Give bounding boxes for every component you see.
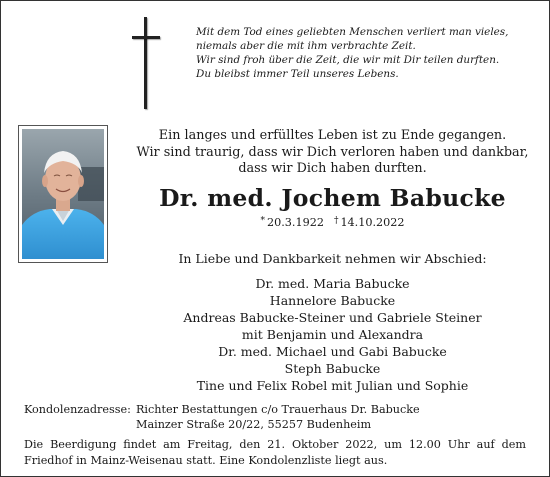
intro-line: Wir sind traurig, dass wir Dich verloren haben und dankbar, (136, 144, 529, 160)
intro-line: Ein langes und erfülltes Leben ist zu Ende gegangen. (158, 128, 507, 143)
condolence-address (24, 402, 420, 432)
funeral-notice (24, 437, 526, 468)
poem-line: Du bleibst immer Teil unseres Lebens. (196, 68, 399, 80)
portrait-image (22, 129, 104, 259)
farewell-lead: In Liebe und Dankbarkeit nehmen wir Abschied: (178, 251, 487, 266)
death-symbol: † (333, 216, 339, 226)
mourner-line: Steph Babucke (284, 361, 381, 376)
mourner-line: Dr. med. Michael und Gabi Babucke (218, 344, 447, 359)
intro-text (120, 128, 545, 178)
birth-date: 20.3.1922 (267, 216, 324, 229)
mourner-line: Hannelore Babucke (269, 293, 396, 308)
portrait-photo (18, 125, 108, 263)
condolence-line2: Mainzer Straße 20/22, 55257 Budenheim (136, 418, 372, 431)
birth-symbol: * (260, 216, 265, 226)
deceased-name: Dr. med. Jochem Babucke (159, 184, 506, 212)
mourner-line: Dr. med. Maria Babucke (255, 276, 410, 291)
poem (196, 25, 536, 81)
funeral-line1: Die Beerdigung findet am Freitag, den 21. Oktober 2022, um 12.00 Uhr auf dem (24, 438, 526, 451)
cross-icon (132, 17, 160, 109)
poem-line: niemals aber die mit ihm verbrachte Zeit. (196, 40, 416, 52)
mourners-list (120, 275, 545, 394)
poem-line: Wir sind froh über die Zeit, die wir mit Dir teilen durften. (196, 54, 500, 66)
mourner-line: mit Benjamin und Alexandra (241, 327, 424, 342)
intro-line: dass wir Dich haben durften. (238, 161, 427, 176)
condolence-line1: Richter Bestattungen c/o Trauerhaus Dr. Babucke (136, 403, 420, 416)
funeral-line2: Friedhof in Mainz-Weisenau statt. Eine Kondolenzliste liegt aus. (24, 453, 388, 467)
poem-line: Mit dem Tod eines geliebten Menschen verliert man vieles, (196, 26, 509, 38)
death-date: 14.10.2022 (340, 216, 405, 229)
mourner-line: Andreas Babucke-Steiner und Gabriele Steiner (183, 310, 482, 325)
condolence-label: Kondolenzadresse: (24, 403, 131, 416)
life-dates (120, 216, 545, 229)
mourner-line: Tine und Felix Robel mit Julian und Sophie (196, 378, 469, 393)
